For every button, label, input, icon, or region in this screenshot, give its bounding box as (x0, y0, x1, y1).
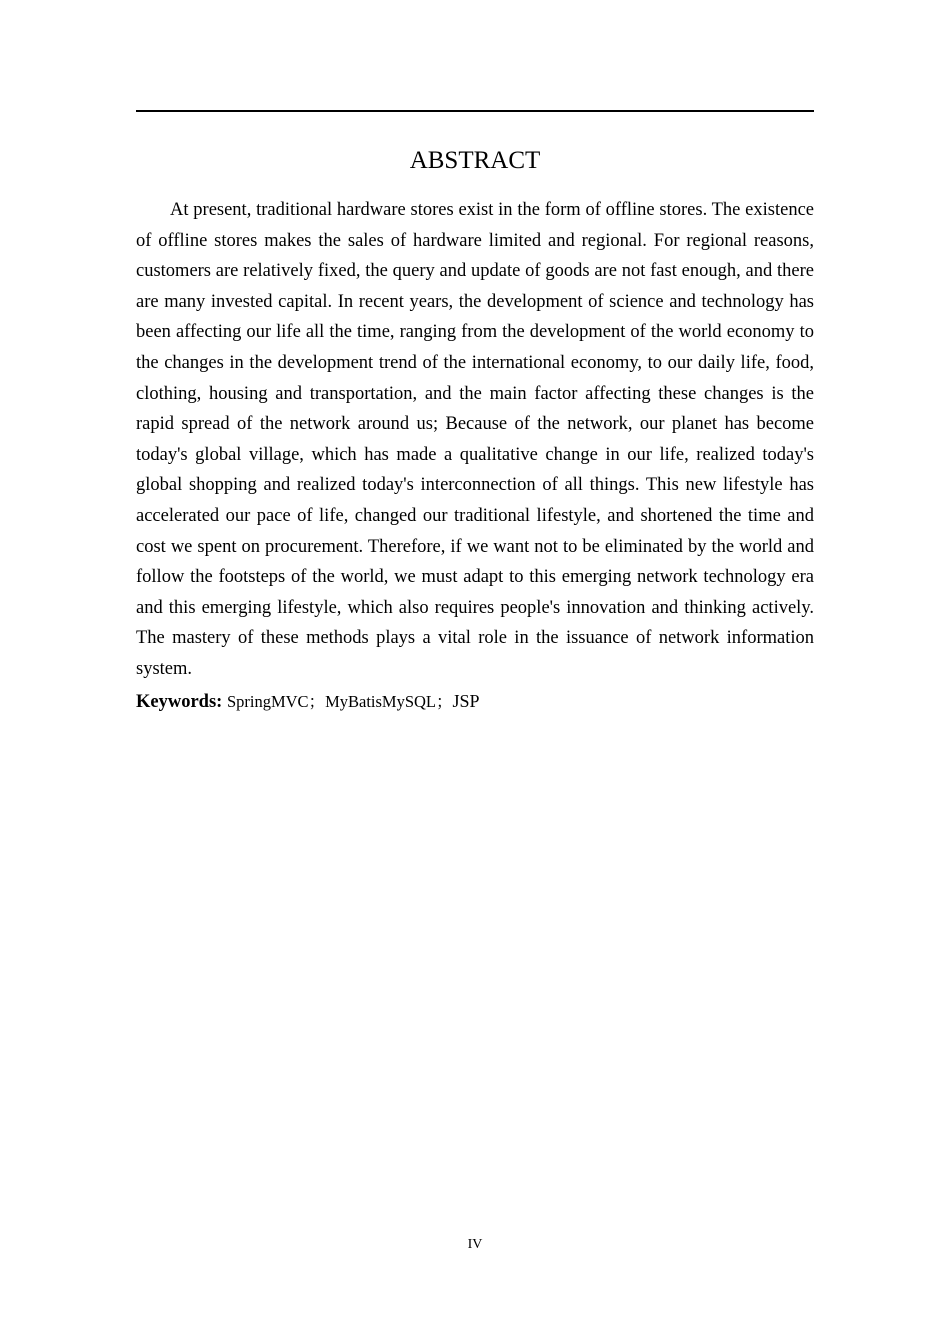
keyword-item: MyBatisMySQL； (325, 692, 453, 711)
abstract-paragraph: At present, traditional hardware stores exist in the form of offline stores. The existence of offline stores makes the sales of hardware limited and regional. For regional reasons, customers are relatively fixed, the query and update of goods are not fast enough, and there are many invested capital. In recent years, the development of science and technology has been affecting our life all the time, ranging from the development of the world economy to the changes in the development trend of the international economy, to our daily life, food, clothing, housing and transportation, and the main factor affecting these changes is the rapid spread of the network around us; Because of the network, our planet has become today's global village, which has made a qualitative change in our life, realized today's global shopping and realized today's interconnection of all things. This new lifestyle has accelerated our pace of life, changed our traditional lifestyle, and shortened the time and cost we spent on procurement. Therefore, if we want not to be eliminated by the world and follow the footsteps of the world, we must adapt to this emerging network technology era and this emerging lifestyle, which also requires people's innovation and thinking actively. The mastery of these methods plays a vital role in the issuance of network information system. (136, 200, 814, 679)
keyword-item: SpringMVC； (226, 692, 326, 711)
keyword-item: JSP (452, 691, 480, 711)
page-title: ABSTRACT (409, 147, 541, 174)
header-rule (136, 110, 814, 112)
page-number: IV (467, 1237, 483, 1252)
keywords-line (136, 686, 814, 717)
keywords-label: Keywords: (136, 692, 223, 712)
